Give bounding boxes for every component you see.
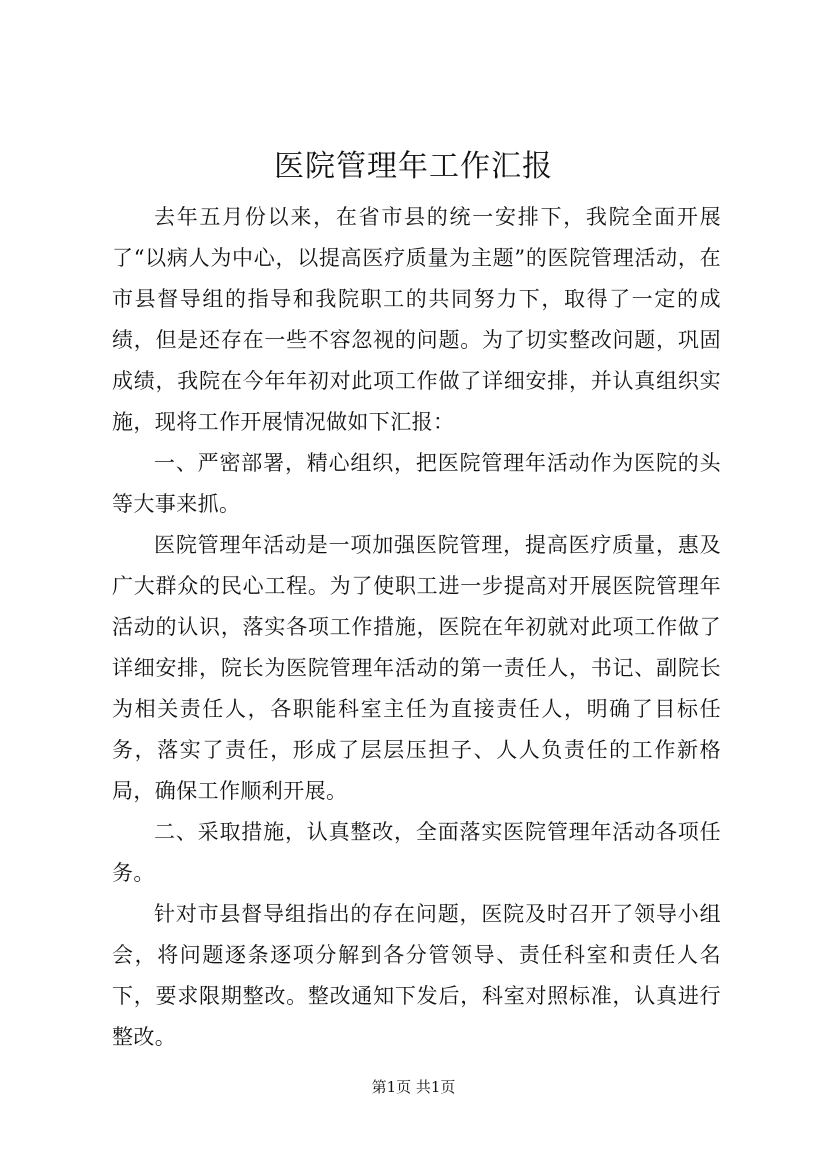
document-title: 医院管理年工作汇报 [274, 149, 553, 184]
page-footer: 第1页 共1页 [371, 1078, 456, 1096]
paragraph-section-2: 针对市县督导组指出的存在问题，医院及时召开了领导小组会，将问题逐条逐项分解到各分管领导、责任科室和责任人名下，要求限期整改。整改通知下发后，科室对照标准，认真进行整改。 [112, 902, 721, 1049]
document-body [112, 197, 721, 1058]
paragraph-section-1: 医院管理年活动是一项加强医院管理，提高医疗质量，惠及广大群众的民心工程。为了使职工进一步提高对开展医院管理年活动的认识，落实各项工作措施，医院在年初就对此项工作做了详细安排，院长为医院管理年活动的第一责任人，书记、副院长为相关责任人，各职能科室主任为直接责任人，明确了目标任务，落实了责任，形成了层层压担子、人人负责任的工作新格局，确保工作顺利开展。 [112, 533, 721, 803]
section-heading-2: 二、采取措施，认真整改，全面落实医院管理年活动各项任务。 [112, 820, 721, 885]
section-heading-1: 一、严密部署，精心组织，把医院管理年活动作为医院的头等大事来抓。 [112, 451, 721, 516]
paragraph-intro: 去年五月份以来，在省市县的统一安排下，我院全面开展了“以病人为中心，以提高医疗质量为主题”的医院管理活动，在市县督导组的指导和我院职工的共同努力下，取得了一定的成绩，但是还存在一些不容忽视的问题。为了切实整改问题，巩固成绩，我院在今年年初对此项工作做了详细安排，并认真组织实施，现将工作开展情况做如下汇报： [112, 205, 721, 434]
